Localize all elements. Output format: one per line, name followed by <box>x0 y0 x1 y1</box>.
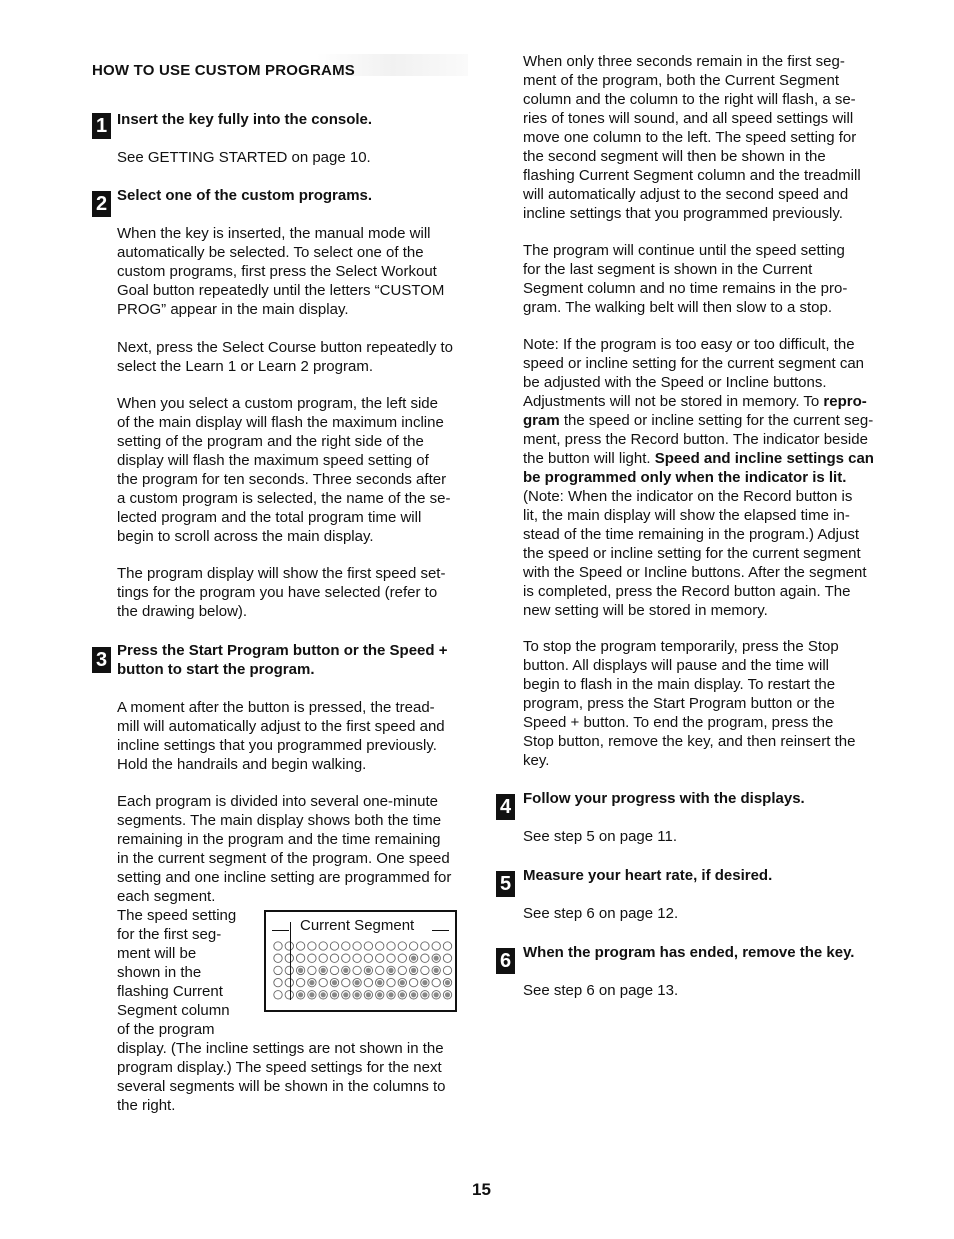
text-line: the right. <box>117 1097 176 1114</box>
text-line: tings for the program you have selected (refer to <box>117 584 438 601</box>
led-dot <box>387 954 395 962</box>
led-dot <box>387 942 395 950</box>
led-dot-lit <box>332 992 337 997</box>
text-run: Adjustments will not be stored in memory. To <box>523 393 824 410</box>
text-line <box>523 392 874 411</box>
led-dot-lit <box>422 980 427 985</box>
step-3-title <box>117 641 447 679</box>
led-dot <box>342 978 350 986</box>
text-line: of the program <box>117 1021 215 1038</box>
text-line: flashing Current Segment column and the treadmill <box>523 167 861 184</box>
led-dot <box>398 954 406 962</box>
step-1-title: Insert the key fully into the console. <box>117 111 373 128</box>
text-line: select the Learn 1 or Learn 2 program. <box>117 358 373 375</box>
led-dot-lit <box>309 992 314 997</box>
led-dot <box>308 966 316 974</box>
text-line: Note: If the program is too easy or too difficult, the <box>523 336 855 353</box>
led-dot-lit <box>411 992 416 997</box>
text-line: shown in the <box>117 964 202 981</box>
text-line: Segment column and no time remains in the pro- <box>523 280 848 297</box>
text-line: in the current segment of the program. One speed <box>117 850 450 867</box>
led-dot-lit <box>377 980 382 985</box>
page-number: 15 <box>472 1180 491 1199</box>
step-6-title: When the program has ended, remove the key. <box>523 944 855 961</box>
text-line: move one column to the left. The speed setting for <box>523 129 857 146</box>
right-paragraph-2 <box>523 241 847 317</box>
step-number-1: 1 <box>92 113 111 139</box>
text-run: the button will light. <box>523 450 655 467</box>
text-line: To stop the program temporarily, press the Stop <box>523 638 839 655</box>
led-dot-lit <box>298 992 303 997</box>
led-dot <box>409 978 417 986</box>
led-dot <box>443 966 451 974</box>
led-dot <box>296 954 304 962</box>
text-line: be adjusted with the Speed or Incline buttons. <box>523 374 827 391</box>
current-segment-label: Current Segment <box>300 917 415 934</box>
text-line: display will flash the maximum speed setting of <box>117 452 429 469</box>
led-dot-lit <box>355 980 360 985</box>
text-line: a custom program is selected, the name of the se- <box>117 490 451 507</box>
step-2-paragraph-4 <box>117 564 445 621</box>
text-line: lected program and the total program time will <box>117 509 422 526</box>
led-dot <box>274 942 282 950</box>
step-number-6: 6 <box>496 948 515 974</box>
text-line: The speed setting <box>117 907 237 924</box>
step-3-paragraph-2 <box>117 792 451 906</box>
text-line: several segments will be shown in the columns to <box>117 1078 446 1095</box>
led-dot <box>409 942 417 950</box>
led-dot-lit <box>411 956 416 961</box>
text-line: Hold the handrails and begin walking. <box>117 756 367 773</box>
led-dot <box>274 966 282 974</box>
text-line: program, press the Start Program button or the <box>523 695 835 712</box>
text-line: ment will be <box>117 945 197 962</box>
led-dot-lit <box>321 968 326 973</box>
text-line: mill will automatically adjust to the first speed and <box>117 718 445 735</box>
text-line: When the key is inserted, the manual mode will <box>117 225 431 242</box>
text-line: segments. The main display shows both the time <box>117 812 442 829</box>
step-3-paragraph-1 <box>117 698 445 774</box>
text-line <box>523 411 874 430</box>
led-dot-lit <box>321 992 326 997</box>
text-line: Segment column <box>117 1002 230 1019</box>
text-line: ment, press the Record button. The indicator beside <box>523 431 868 448</box>
text-line: Each program is divided into several one-minute <box>117 793 438 810</box>
led-dot <box>432 942 440 950</box>
led-dot <box>330 966 338 974</box>
right-paragraph-1 <box>523 52 861 223</box>
led-dot <box>421 954 429 962</box>
text-line: A moment after the button is pressed, the tread- <box>117 699 435 716</box>
text-line: program display.) The speed settings for the next <box>117 1059 442 1076</box>
text-line: remaining in the program and the time remaining <box>117 831 441 848</box>
led-dot <box>364 954 372 962</box>
text-line: ries of tones will sound, and all speed settings will <box>523 110 854 127</box>
text-line: the speed or incline setting for the current segment <box>523 545 861 562</box>
step-2-paragraph-2 <box>117 338 453 376</box>
led-dot <box>319 954 327 962</box>
bold-run: gram <box>523 412 560 429</box>
led-dot-lit <box>445 992 450 997</box>
led-dot-lit <box>400 992 405 997</box>
text-line: the drawing below). <box>117 603 248 620</box>
led-dot-lit <box>355 992 360 997</box>
bold-run: be programmed only when the indicator is lit. <box>523 469 847 486</box>
text-line <box>523 449 874 468</box>
led-dot <box>421 942 429 950</box>
title-line: button to start the program. <box>117 661 315 678</box>
right-paragraph-4 <box>523 637 855 770</box>
led-dot <box>342 942 350 950</box>
text-line: When you select a custom program, the left side <box>117 395 438 412</box>
step-2-paragraph-1 <box>117 224 444 319</box>
text-line: with the Speed or Incline buttons. After the segment <box>523 564 867 581</box>
text-line: custom programs, first press the Select Workout <box>117 263 437 280</box>
text-line: lit, the main display will show the elapsed time in- <box>523 507 850 524</box>
text-line: of the main display will flash the maximum incline <box>117 414 444 431</box>
text-line: ment of the program, both the Current Segment <box>523 72 840 89</box>
text-line: display. (The incline settings are not shown in the <box>117 1040 444 1057</box>
note-paragraph <box>523 335 874 620</box>
step-4-text: See step 5 on page 11. <box>523 828 678 845</box>
text-line: The program display will show the first speed set- <box>117 565 446 582</box>
text-line <box>523 468 874 487</box>
text-line: incline settings that you programmed previously. <box>523 205 843 222</box>
step-2-paragraph-3 <box>117 394 451 546</box>
text-line: When only three seconds remain in the first seg- <box>523 53 845 70</box>
led-dot <box>364 978 372 986</box>
text-line: Next, press the Select Course button repeatedly to <box>117 339 454 356</box>
led-dot <box>330 954 338 962</box>
text-line: button. All displays will pause and the time will <box>523 657 829 674</box>
led-dot <box>387 978 395 986</box>
text-line: will automatically adjust to the second speed and <box>523 186 849 203</box>
title-line: Press the Start Program button or the Speed + <box>117 642 448 659</box>
step-number-3: 3 <box>92 647 111 673</box>
section-heading: HOW TO USE CUSTOM PROGRAMS <box>92 62 355 79</box>
text-line: flashing Current <box>117 983 223 1000</box>
bold-run: Speed and incline settings can <box>654 450 874 467</box>
led-dot <box>398 942 406 950</box>
text-line: is completed, press the Record button again. The <box>523 583 851 600</box>
led-dot <box>376 942 384 950</box>
label-rule-left <box>272 930 289 931</box>
text-line: begin to scroll across the main display. <box>117 528 374 545</box>
led-dot-lit <box>388 968 393 973</box>
step-number-4: 4 <box>496 794 515 820</box>
led-dot-lit <box>366 992 371 997</box>
led-dot <box>319 942 327 950</box>
led-dot-lit <box>434 956 439 961</box>
text-line: incline settings that you programmed previously. <box>117 737 437 754</box>
text-line: each segment. <box>117 888 216 905</box>
label-rule-right <box>432 930 449 931</box>
led-dot <box>308 954 316 962</box>
current-segment-marker <box>290 922 291 1000</box>
text-line: for the last segment is shown in the Current <box>523 261 813 278</box>
led-dot <box>364 942 372 950</box>
led-dot <box>330 942 338 950</box>
step-6-text: See step 6 on page 13. <box>523 982 679 999</box>
text-line: Speed + button. To end the program, press the <box>523 714 834 731</box>
led-dot <box>353 966 361 974</box>
led-dot <box>319 978 327 986</box>
step-2-title: Select one of the custom programs. <box>117 187 373 204</box>
text-line: The program will continue until the speed setting <box>523 242 845 259</box>
led-dot-lit <box>377 992 382 997</box>
text-line: new setting will be stored in memory. <box>523 602 768 619</box>
text-line: speed or incline setting for the current segment can <box>523 355 865 372</box>
led-matrix <box>272 940 458 1004</box>
led-dot <box>353 954 361 962</box>
text-line: the second segment will then be shown in the <box>523 148 826 165</box>
step-5-title: Measure your heart rate, if desired. <box>523 867 773 884</box>
led-dot-lit <box>400 980 405 985</box>
led-dot-lit <box>366 968 371 973</box>
text-line: column and the column to the right will flash, a se- <box>523 91 856 108</box>
led-dot-lit <box>411 968 416 973</box>
led-dot-lit <box>332 980 337 985</box>
led-dot <box>376 966 384 974</box>
led-dot-lit <box>434 968 439 973</box>
text-line: gram. The walking belt will then slow to a stop. <box>523 299 833 316</box>
led-dot <box>353 942 361 950</box>
text-line: automatically be selected. To select one of the <box>117 244 424 261</box>
led-dot <box>398 966 406 974</box>
led-dot-lit <box>309 980 314 985</box>
led-dot-lit <box>422 992 427 997</box>
step-5-text: See step 6 on page 12. <box>523 905 679 922</box>
led-dot <box>342 954 350 962</box>
led-dot <box>443 942 451 950</box>
led-dot <box>274 978 282 986</box>
text-line: Goal button repeatedly until the letters “CUSTOM <box>117 282 445 299</box>
text-line: setting and one incline setting are programmed for <box>117 869 452 886</box>
led-dot-lit <box>298 968 303 973</box>
led-dot-lit <box>434 992 439 997</box>
bold-run: repro- <box>823 393 867 410</box>
text-line: stead of the time remaining in the program.) Adjust <box>523 526 860 543</box>
led-dot-lit <box>445 980 450 985</box>
text-line: Stop button, remove the key, and then reinsert the <box>523 733 856 750</box>
led-dot <box>308 942 316 950</box>
text-line: PROG” appear in the main display. <box>117 301 349 318</box>
text-line: for the first seg- <box>117 926 222 943</box>
text-line: the program for ten seconds. Three seconds after <box>117 471 447 488</box>
led-dot <box>274 954 282 962</box>
text-run: the speed or incline setting for the current seg- <box>563 412 874 429</box>
led-dot <box>376 954 384 962</box>
step-4-title: Follow your progress with the displays. <box>523 790 805 807</box>
text-line: begin to flash in the main display. To restart the <box>523 676 836 693</box>
led-dot <box>296 978 304 986</box>
led-dot <box>421 966 429 974</box>
text-line: setting of the program and the right side of the <box>117 433 424 450</box>
step-number-2: 2 <box>92 191 111 217</box>
text-line: key. <box>523 752 550 769</box>
led-dot-lit <box>343 968 348 973</box>
led-dot-lit <box>343 992 348 997</box>
step-number-5: 5 <box>496 871 515 897</box>
led-dot-lit <box>388 992 393 997</box>
step-1-text: See GETTING STARTED on page 10. <box>117 149 371 166</box>
led-dot <box>443 954 451 962</box>
text-line: (Note: When the indicator on the Record button is <box>523 488 853 505</box>
led-dot <box>432 978 440 986</box>
led-dot <box>274 991 282 999</box>
led-dot <box>296 942 304 950</box>
